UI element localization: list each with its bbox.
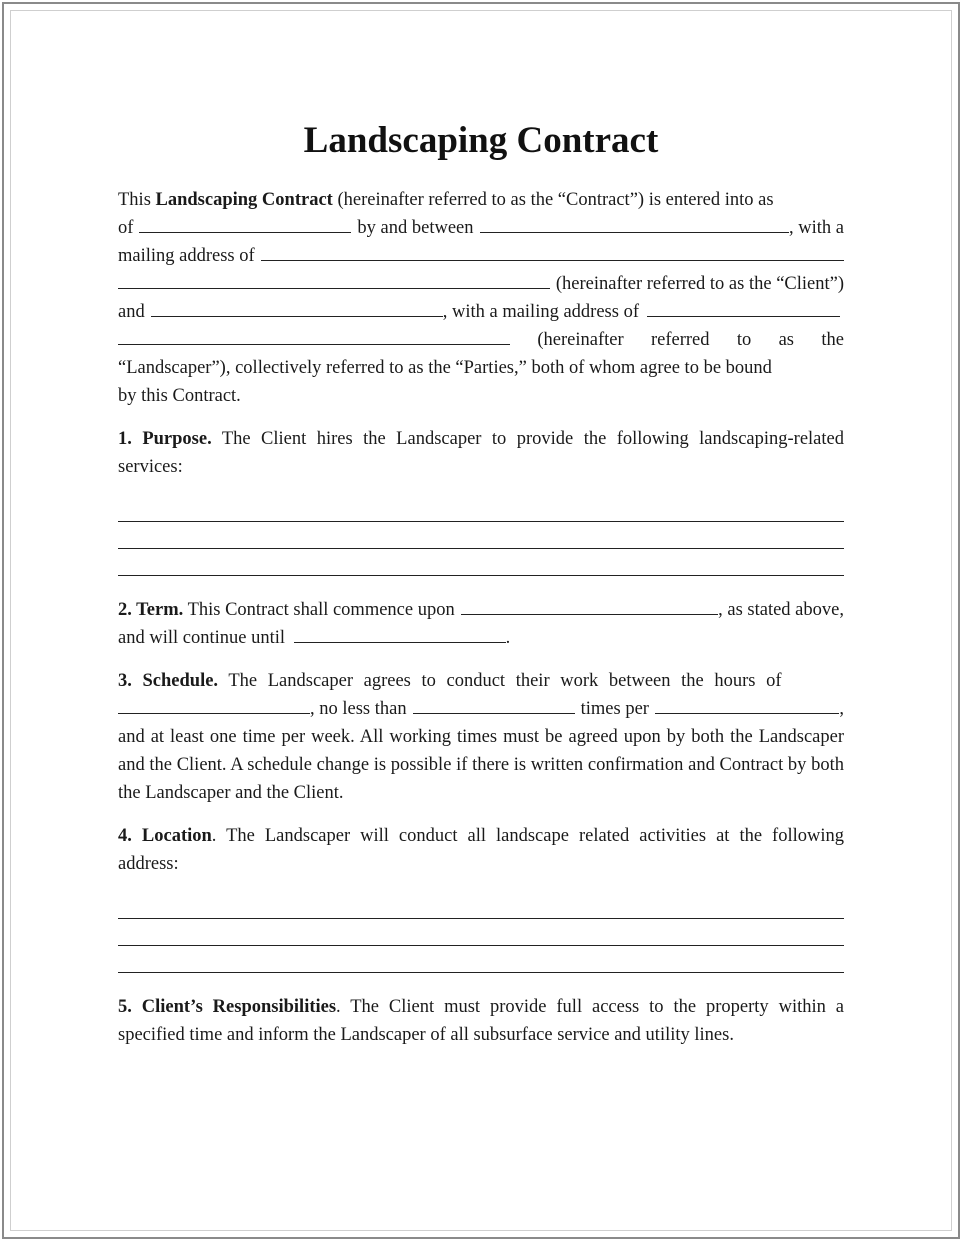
document-title: Landscaping Contract (303, 120, 659, 161)
schedule-line-2: , no less than times per , (118, 695, 844, 723)
purpose-services-lines (118, 503, 844, 576)
contract-name: Landscaping Contract (155, 190, 333, 210)
address-line-2[interactable] (118, 919, 844, 946)
purpose-text: The Client hires the Landscaper to provide the following landscaping-related services: (118, 429, 844, 477)
section-responsibilities (118, 993, 844, 1049)
client-address-blank[interactable] (261, 243, 844, 261)
address-line-1[interactable] (118, 900, 844, 919)
schedule-heading: 3. Schedule. (118, 671, 219, 691)
services-line-3[interactable] (118, 549, 844, 576)
client-name-blank[interactable] (480, 215, 789, 233)
end-date-blank[interactable] (294, 625, 506, 643)
term-line-2: and will continue until . (118, 624, 844, 652)
responsibilities-text: . The Client must provide full access to the property within a specified time and inform the Landscaper of all subsurface service and utility lines. (118, 997, 844, 1045)
client-address-blank-2[interactable] (118, 271, 550, 289)
intro-line-6: (hereinafter referred to as the (118, 326, 844, 354)
effective-date-blank[interactable] (139, 215, 351, 233)
period-blank[interactable] (655, 696, 839, 714)
section-term (118, 596, 844, 652)
term-heading: 2. Term. (118, 600, 184, 620)
location-address-lines (118, 900, 844, 973)
intro-line-4: (hereinafter referred to as the “Client”) (118, 270, 844, 298)
purpose-heading: 1. Purpose. (118, 429, 212, 449)
landscaper-name-blank[interactable] (151, 299, 443, 317)
intro-line-3: mailing address of (118, 242, 844, 270)
intro-line-5: and , with a mailing address of (118, 298, 844, 326)
intro-line-1: This Landscaping Contract (hereinafter referred to as the “Contract”) is entered into as (118, 190, 774, 210)
schedule-text: and at least one time per week. All working times must be agreed upon by both the Landscaper and the Client. A schedule change is possible if there is written confirmation and Contract by both the Landscaper and the Client. (118, 727, 844, 803)
contract-page (118, 118, 844, 1064)
hours-blank[interactable] (118, 696, 310, 714)
address-line-3[interactable] (118, 946, 844, 973)
location-text: . The Landscaper will conduct all landscape related activities at the following address: (118, 826, 844, 874)
responsibilities-heading: 5. Client’s Responsibilities (118, 997, 337, 1017)
section-schedule (118, 667, 844, 807)
landscaper-address-blank[interactable] (647, 299, 840, 317)
intro-line-8: by this Contract. (118, 386, 241, 406)
intro-paragraph (118, 186, 844, 410)
schedule-line-1: 3. Schedule. The Landscaper agrees to conduct their work between the hours of (118, 671, 782, 691)
location-heading: 4. Location (118, 826, 212, 846)
services-line-1[interactable] (118, 503, 844, 522)
intro-line-2: of by and between , with a (118, 214, 844, 242)
section-location (118, 822, 844, 878)
intro-line-7: “Landscaper”), collectively referred to as the “Parties,” both of whom agree to be bound (118, 358, 772, 378)
services-line-2[interactable] (118, 522, 844, 549)
section-purpose (118, 425, 844, 481)
commence-date-blank[interactable] (461, 597, 718, 615)
times-count-blank[interactable] (413, 696, 575, 714)
landscaper-address-blank-2[interactable] (118, 327, 510, 345)
term-line-1: 2. Term. This Contract shall commence upon , as stated above, (118, 596, 844, 624)
